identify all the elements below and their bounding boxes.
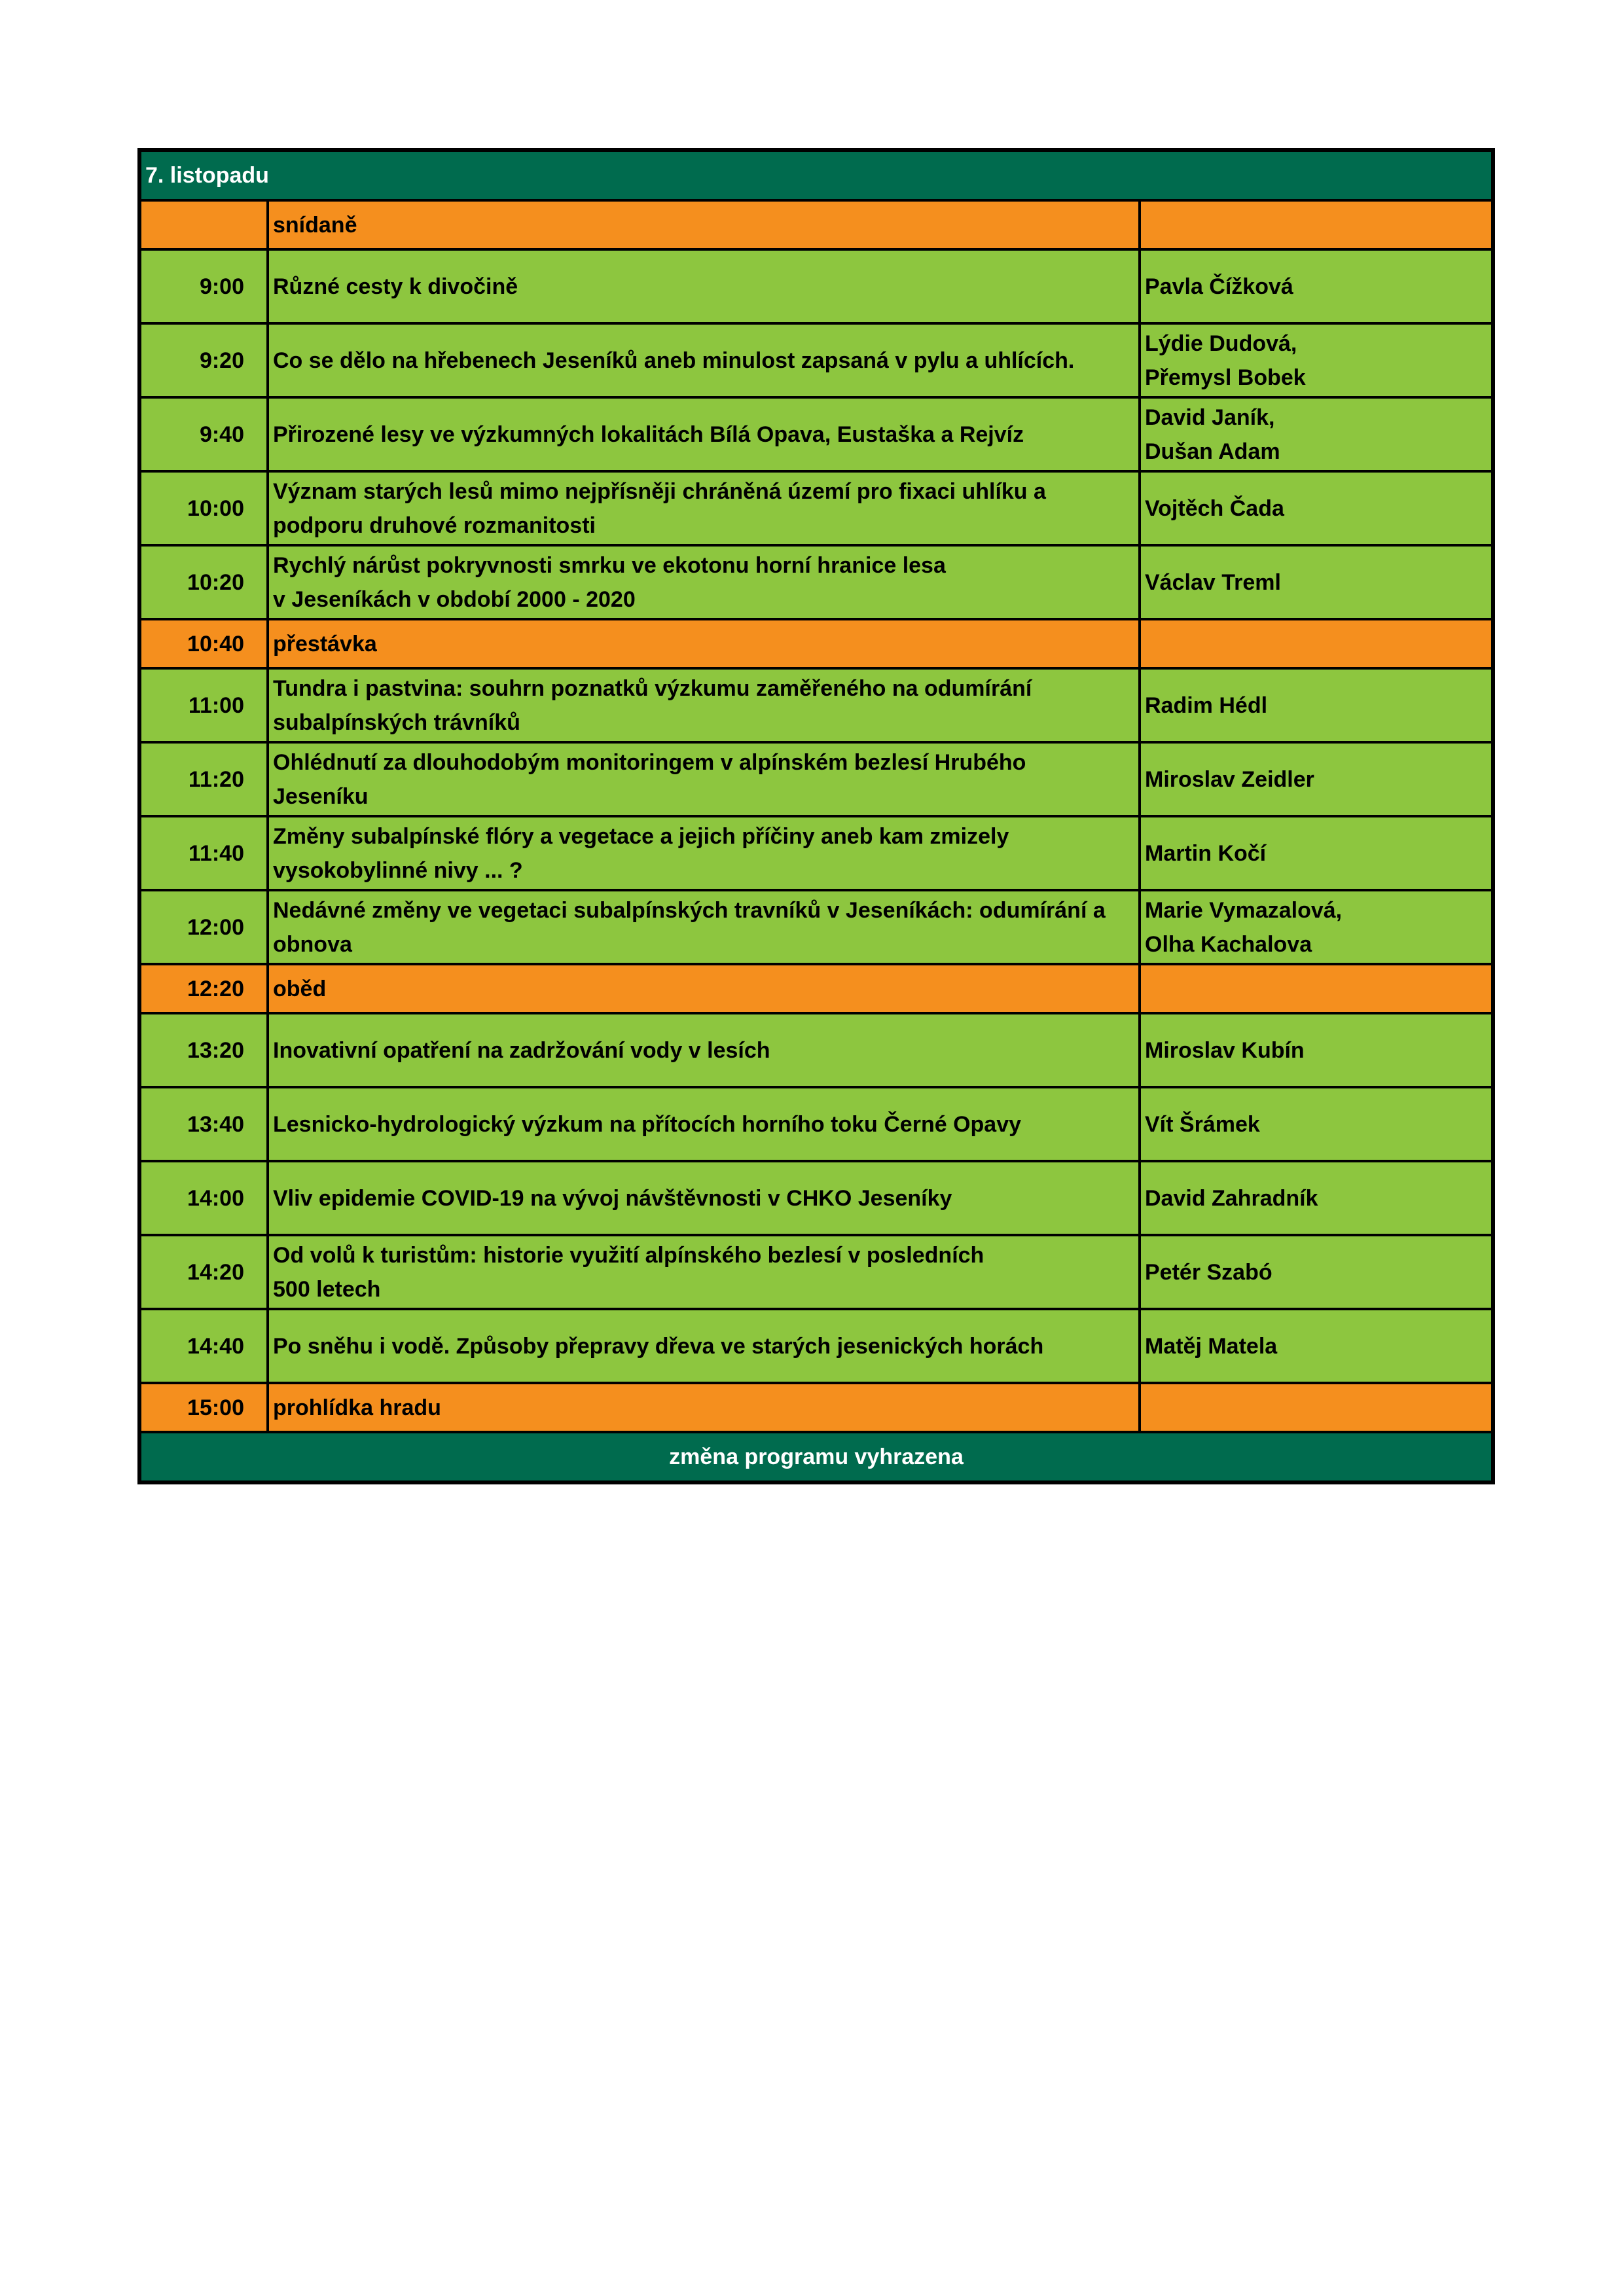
speaker-name: Radim Hédl	[1145, 692, 1268, 718]
break-row	[139, 964, 1493, 1013]
topic-line: Ohlédnutí za dlouhodobým monitoringem v alpínském bezlesí Hrubého	[273, 749, 1026, 775]
time-cell: 13:20	[139, 1013, 268, 1087]
time-cell: 15:00	[139, 1383, 268, 1432]
speaker-cell	[1140, 200, 1493, 249]
time-cell: 11:00	[139, 668, 268, 742]
talk-row	[139, 1309, 1493, 1383]
talk-row	[139, 742, 1493, 816]
speaker-cell	[1140, 742, 1493, 816]
time-cell: 9:40	[139, 397, 268, 471]
time-cell: 9:20	[139, 323, 268, 397]
topic-line: v Jeseníkách v období 2000 - 2020	[273, 586, 636, 612]
talk-row	[139, 1235, 1493, 1309]
topic-cell	[268, 742, 1140, 816]
speaker-name: Matěj Matela	[1145, 1333, 1278, 1359]
topic-line: Po sněhu i vodě. Způsoby přepravy dřeva ve starých jesenických horách	[273, 1333, 1044, 1359]
time-cell: 13:40	[139, 1087, 268, 1161]
talk-row	[139, 1013, 1493, 1087]
topic-cell	[268, 1087, 1140, 1161]
speaker-cell	[1140, 619, 1493, 668]
topic-cell	[268, 1161, 1140, 1235]
speaker-name: Petér Szabó	[1145, 1259, 1272, 1285]
time-cell: 12:00	[139, 890, 268, 964]
speaker-name: Přemysl Bobek	[1145, 365, 1306, 390]
topic-cell: přestávka	[268, 619, 1140, 668]
time-cell: 10:00	[139, 471, 268, 545]
speaker-cell	[1140, 1309, 1493, 1383]
speaker-cell	[1140, 471, 1493, 545]
topic-cell: prohlídka hradu	[268, 1383, 1140, 1432]
topic-cell	[268, 816, 1140, 890]
speaker-name: Pavla Čížková	[1145, 274, 1293, 299]
topic-cell	[268, 545, 1140, 619]
time-cell: 10:40	[139, 619, 268, 668]
topic-cell	[268, 1309, 1140, 1383]
time-cell: 14:40	[139, 1309, 268, 1383]
day-header-row	[139, 150, 1493, 200]
topic-line: Tundra i pastvina: souhrn poznatků výzkumu zaměřeného na odumírání	[273, 675, 1032, 701]
time-cell: 10:20	[139, 545, 268, 619]
time-cell: 14:00	[139, 1161, 268, 1235]
talk-row	[139, 890, 1493, 964]
topic-line: Jeseníku	[273, 783, 369, 809]
speaker-cell	[1140, 249, 1493, 323]
topic-line: Co se dělo na hřebenech Jeseníků aneb minulost zapsaná v pylu a uhlících.	[273, 348, 1075, 373]
speaker-name: Lýdie Dudová,	[1145, 331, 1297, 356]
speaker-name: David Zahradník	[1145, 1185, 1318, 1211]
talk-row	[139, 397, 1493, 471]
program-body	[139, 150, 1493, 1482]
talk-row	[139, 323, 1493, 397]
speaker-name: Miroslav Zeidler	[1145, 766, 1314, 792]
topic-line: Lesnicko-hydrologický výzkum na přítocích horního toku Černé Opavy	[273, 1111, 1022, 1137]
time-cell	[139, 200, 268, 249]
topic-line: podporu druhové rozmanitosti	[273, 512, 596, 538]
talk-row	[139, 1161, 1493, 1235]
speaker-cell	[1140, 545, 1493, 619]
speaker-cell	[1140, 1087, 1493, 1161]
topic-cell	[268, 890, 1140, 964]
speaker-name: Martin Kočí	[1145, 840, 1267, 866]
topic-cell	[268, 1013, 1140, 1087]
speaker-cell	[1140, 890, 1493, 964]
topic-line: 500 letech	[273, 1276, 381, 1302]
footer-row	[139, 1432, 1493, 1482]
speaker-name: Dušan Adam	[1145, 439, 1280, 464]
topic-line: Nedávné změny ve vegetaci subalpínských travníků v Jeseníkách: odumírání a	[273, 897, 1106, 923]
talk-row	[139, 1087, 1493, 1161]
talk-row	[139, 249, 1493, 323]
speaker-name: Vojtěch Čada	[1145, 495, 1284, 521]
time-cell: 9:00	[139, 249, 268, 323]
speaker-cell	[1140, 1161, 1493, 1235]
topic-line: Vliv epidemie COVID-19 na vývoj návštěvnosti v CHKO Jeseníky	[273, 1185, 952, 1211]
talk-row	[139, 668, 1493, 742]
talk-row	[139, 471, 1493, 545]
speaker-name: David Janík,	[1145, 404, 1275, 430]
topic-line: Přirozené lesy ve výzkumných lokalitách Bílá Opava, Eustaška a Rejvíz	[273, 422, 1024, 447]
speaker-cell	[1140, 397, 1493, 471]
topic-line: Změny subalpínské flóry a vegetace a jejich příčiny aneb kam zmizely	[273, 823, 1009, 849]
topic-cell	[268, 323, 1140, 397]
topic-line: obnova	[273, 931, 352, 957]
topic-cell	[268, 397, 1140, 471]
topic-line: Inovativní opatření na zadržování vody v lesích	[273, 1037, 770, 1063]
speaker-cell	[1140, 816, 1493, 890]
speaker-name: Václav Treml	[1145, 569, 1281, 595]
topic-cell	[268, 471, 1140, 545]
break-row	[139, 200, 1493, 249]
topic-line: Rychlý nárůst pokryvnosti smrku ve ekotonu horní hranice lesa	[273, 552, 946, 578]
footer-note: změna programu vyhrazena	[139, 1432, 1493, 1482]
time-cell: 11:20	[139, 742, 268, 816]
time-cell: 12:20	[139, 964, 268, 1013]
time-cell: 14:20	[139, 1235, 268, 1309]
topic-cell	[268, 668, 1140, 742]
talk-row	[139, 816, 1493, 890]
speaker-cell	[1140, 1383, 1493, 1432]
speaker-name: Marie Vymazalová,	[1145, 897, 1343, 923]
talk-row	[139, 545, 1493, 619]
speaker-name: Miroslav Kubín	[1145, 1037, 1305, 1063]
time-cell: 11:40	[139, 816, 268, 890]
topic-line: subalpínských trávníků	[273, 709, 520, 735]
break-row	[139, 619, 1493, 668]
speaker-name: Olha Kachalova	[1145, 931, 1312, 957]
speaker-cell	[1140, 323, 1493, 397]
topic-cell: oběd	[268, 964, 1140, 1013]
day-title: 7. listopadu	[139, 150, 1493, 200]
topic-cell	[268, 249, 1140, 323]
topic-line: Od volů k turistům: historie využití alpínského bezlesí v posledních	[273, 1242, 984, 1268]
speaker-cell	[1140, 1013, 1493, 1087]
topic-line: Různé cesty k divočině	[273, 274, 518, 299]
topic-cell: snídaně	[268, 200, 1140, 249]
speaker-cell	[1140, 964, 1493, 1013]
topic-cell	[268, 1235, 1140, 1309]
speaker-cell	[1140, 1235, 1493, 1309]
speaker-cell	[1140, 668, 1493, 742]
topic-line: vysokobylinné nivy ... ?	[273, 857, 523, 883]
topic-line: Význam starých lesů mimo nejpřísněji chráněná území pro fixaci uhlíku a	[273, 478, 1046, 504]
break-row	[139, 1383, 1493, 1432]
program-table	[137, 148, 1495, 1484]
speaker-name: Vít Šrámek	[1145, 1111, 1260, 1137]
